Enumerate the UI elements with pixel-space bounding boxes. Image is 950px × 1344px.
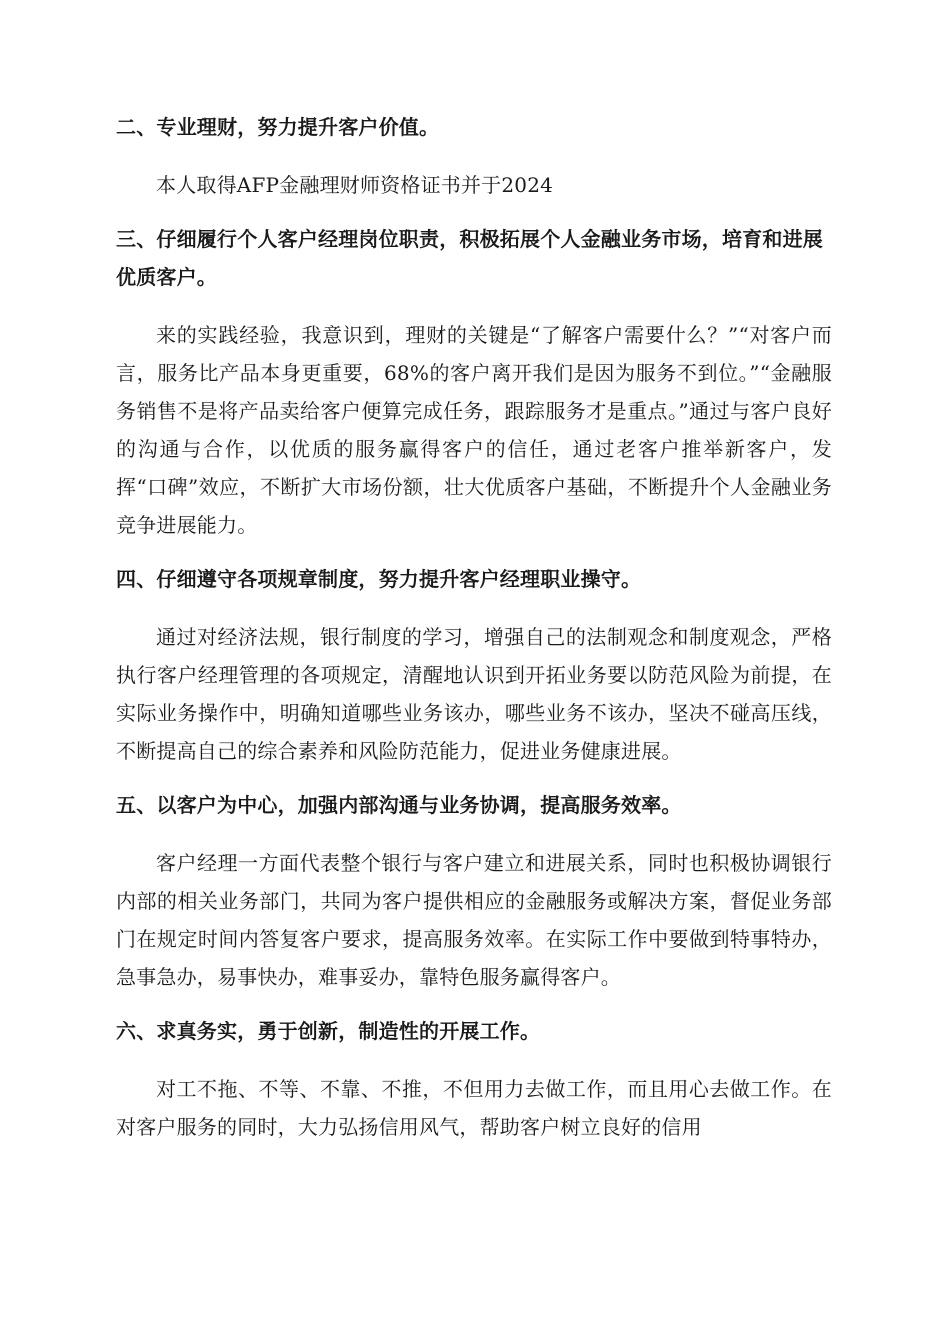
section-2 [116,108,832,204]
section-paragraph: 本人取得AFP金融理财师资格证书并于2024 [156,173,554,197]
section-heading: 五、以客户为中心，加强内部沟通与业务协调，提高服务效率。 [116,793,682,817]
section-4 [116,560,832,770]
section-6 [116,1012,832,1146]
section-heading: 三、仔细履行个人客户经理岗位职责，积极拓展个人金融业务市场，培育和进展优质客户。 [116,227,823,289]
section-paragraph: 对工不拖、不等、不靠、不推，不但用力去做工作，而且用心去做工作。在对客户服务的同时，大力弘扬信用风气，帮助客户树立良好的信用 [116,1077,832,1139]
section-heading: 二、专业理财，努力提升客户价值。 [116,115,440,139]
section-5 [116,786,832,996]
section-3 [116,220,832,544]
section-heading: 四、仔细遵守各项规章制度，努力提升客户经理职业操守。 [116,567,642,591]
section-paragraph: 通过对经济法规，银行制度的学习，增强自己的法制观念和制度观念，严格执行客户经理管理的各项规定，清醒地认识到开拓业务要以防范风险为前提，在实际业务操作中，明确知道哪些业务该办，哪些业务不该办，坚决不碰高压线，不断提高自己的综合素养和风险防范能力，促进业务健康进展。 [116,625,832,763]
document-body [116,108,832,1146]
section-heading: 六、求真务实，勇于创新，制造性的开展工作。 [116,1019,541,1043]
section-paragraph: 客户经理一方面代表整个银行与客户建立和进展关系，同时也积极协调银行内部的相关业务部门，共同为客户提供相应的金融服务或解决方案，督促业务部门在规定时间内答复客户要求，提高服务效率。在实际工作中要做到特事特办，急事急办，易事快办，难事妥办，靠特色服务赢得客户。 [116,851,832,989]
section-paragraph: 来的实践经验，我意识到，理财的关键是“了解客户需要什么？”“对客户而言，服务比产品本身更重要，68%的客户离开我们是因为服务不到位。”“金融服务销售不是将产品卖给客户便算完成任务，跟踪服务才是重点。”通过与客户良好的沟通与合作，以优质的服务赢得客户的信任，通过老客户推举新客户，发挥“口碑”效应，不断扩大市场份额，壮大优质客户基础，不断提升个人金融业务竞争进展能力。 [116,323,832,537]
